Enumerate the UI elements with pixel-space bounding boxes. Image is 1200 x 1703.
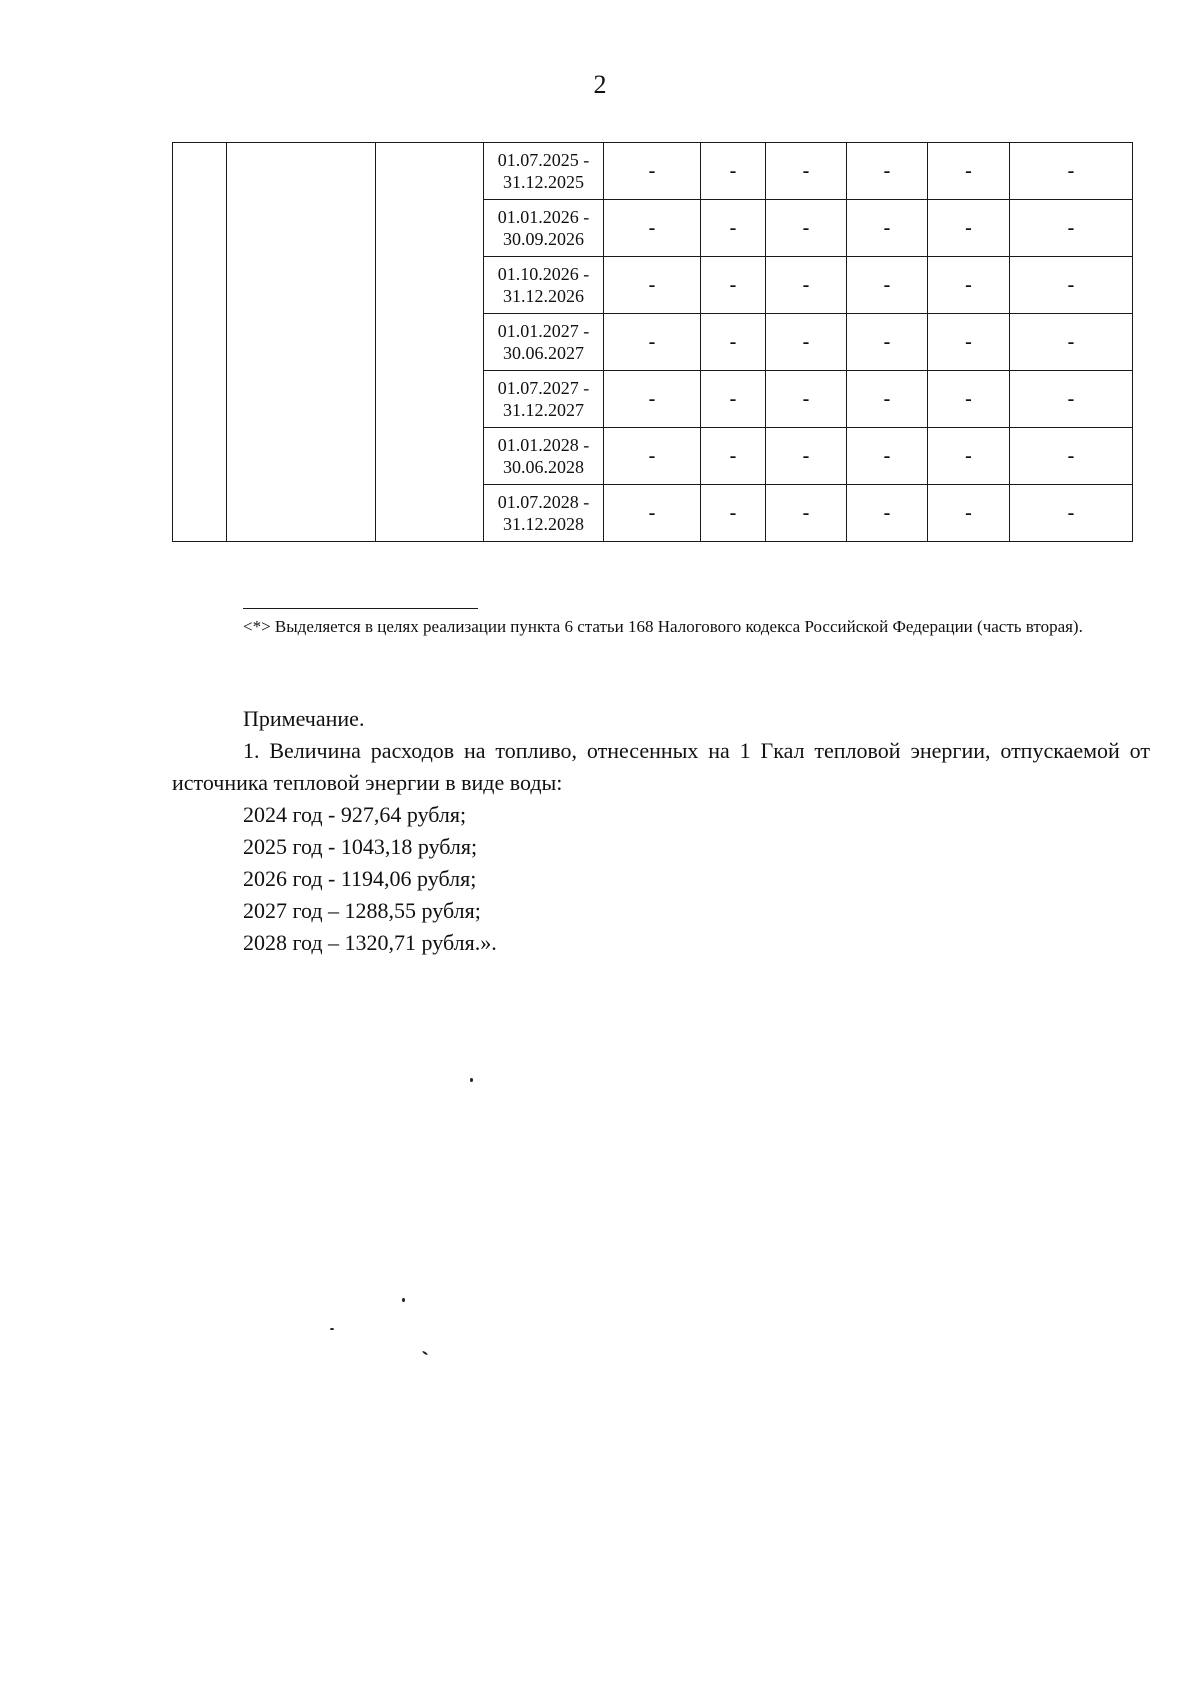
- page-number: 2: [593, 70, 607, 99]
- value-cell: -: [766, 143, 847, 200]
- value-cell: -: [766, 314, 847, 371]
- value-cell: -: [766, 485, 847, 542]
- value-cell: -: [604, 200, 701, 257]
- category-cell: [376, 143, 484, 542]
- period-end: 31.12.2027: [503, 400, 584, 420]
- value-cell: -: [928, 485, 1010, 542]
- value-cell: -: [847, 257, 928, 314]
- tariff-table: [172, 142, 1133, 542]
- value-cell: -: [1010, 314, 1133, 371]
- value-cell: -: [701, 428, 766, 485]
- period-cell: [484, 428, 604, 485]
- period-start: 01.01.2026 -: [497, 207, 590, 227]
- value-cell: -: [701, 485, 766, 542]
- period-start: 01.01.2027 -: [497, 321, 590, 341]
- period-cell: [484, 371, 604, 428]
- period-start: 01.07.2025 -: [497, 150, 590, 170]
- name-cell: [227, 143, 376, 542]
- value-cell: -: [1010, 428, 1133, 485]
- value-cell: -: [701, 314, 766, 371]
- period-end: 31.12.2028: [503, 514, 584, 534]
- footnote-text: <*> Выделяется в целях реализации пункта 6 статьи 168 Налогового кодекса Российской Федерации (часть вторая).: [243, 617, 1083, 636]
- value-cell: -: [847, 143, 928, 200]
- value-cell: -: [604, 428, 701, 485]
- value-cell: -: [928, 257, 1010, 314]
- value-cell: -: [604, 371, 701, 428]
- value-cell: -: [847, 314, 928, 371]
- year-line: 2027 год – 1288,55 рубля;: [243, 898, 481, 923]
- year-line: 2025 год - 1043,18 рубля;: [243, 834, 478, 859]
- value-cell: -: [928, 371, 1010, 428]
- year-line: 2024 год - 927,64 рубля;: [243, 802, 467, 827]
- value-cell: -: [847, 428, 928, 485]
- year-line: 2028 год – 1320,71 рубля.».: [243, 930, 497, 955]
- value-cell: -: [1010, 143, 1133, 200]
- value-cell: -: [701, 371, 766, 428]
- value-cell: -: [847, 371, 928, 428]
- scan-speck: [422, 1350, 428, 1355]
- value-cell: -: [928, 314, 1010, 371]
- value-cell: -: [928, 200, 1010, 257]
- value-cell: -: [928, 143, 1010, 200]
- scan-speck: [330, 1328, 334, 1330]
- value-cell: -: [928, 428, 1010, 485]
- value-cell: -: [766, 257, 847, 314]
- value-cell: -: [847, 485, 928, 542]
- value-cell: -: [604, 485, 701, 542]
- value-cell: -: [847, 200, 928, 257]
- period-end: 31.12.2025: [503, 172, 584, 192]
- value-cell: -: [1010, 200, 1133, 257]
- period-cell: [484, 143, 604, 200]
- period-start: 01.10.2026 -: [497, 264, 590, 284]
- table-row: [173, 143, 1133, 200]
- year-line: 2026 год - 1194,06 рубля;: [243, 866, 477, 891]
- value-cell: -: [604, 314, 701, 371]
- value-cell: -: [604, 143, 701, 200]
- scan-speck: [470, 1078, 473, 1082]
- period-start: 01.07.2028 -: [497, 492, 590, 512]
- period-end: 30.06.2027: [503, 343, 584, 363]
- value-cell: -: [766, 200, 847, 257]
- footnote-separator: [243, 608, 478, 609]
- period-start: 01.01.2028 -: [497, 435, 590, 455]
- value-cell: -: [1010, 371, 1133, 428]
- period-end: 31.12.2026: [503, 286, 584, 306]
- row-number-cell: [173, 143, 227, 542]
- table-body: [173, 143, 1133, 542]
- period-end: 30.06.2028: [503, 457, 584, 477]
- note-item-1: 1. Величина расходов на топливо, отнесенных на 1 Гкал тепловой энергии, отпускаемой от источника тепловой энергии в виде воды:: [172, 738, 1150, 795]
- year-list: [172, 799, 1150, 959]
- note-heading: Примечание.: [243, 706, 365, 731]
- value-cell: -: [1010, 485, 1133, 542]
- value-cell: -: [1010, 257, 1133, 314]
- value-cell: -: [701, 143, 766, 200]
- value-cell: -: [766, 371, 847, 428]
- value-cell: -: [766, 428, 847, 485]
- note-block: [172, 703, 1150, 959]
- period-start: 01.07.2027 -: [497, 378, 590, 398]
- value-cell: -: [701, 200, 766, 257]
- value-cell: -: [701, 257, 766, 314]
- period-cell: [484, 257, 604, 314]
- period-cell: [484, 200, 604, 257]
- value-cell: -: [604, 257, 701, 314]
- period-cell: [484, 314, 604, 371]
- scan-speck: [402, 1298, 405, 1302]
- period-end: 30.09.2026: [503, 229, 584, 249]
- period-cell: [484, 485, 604, 542]
